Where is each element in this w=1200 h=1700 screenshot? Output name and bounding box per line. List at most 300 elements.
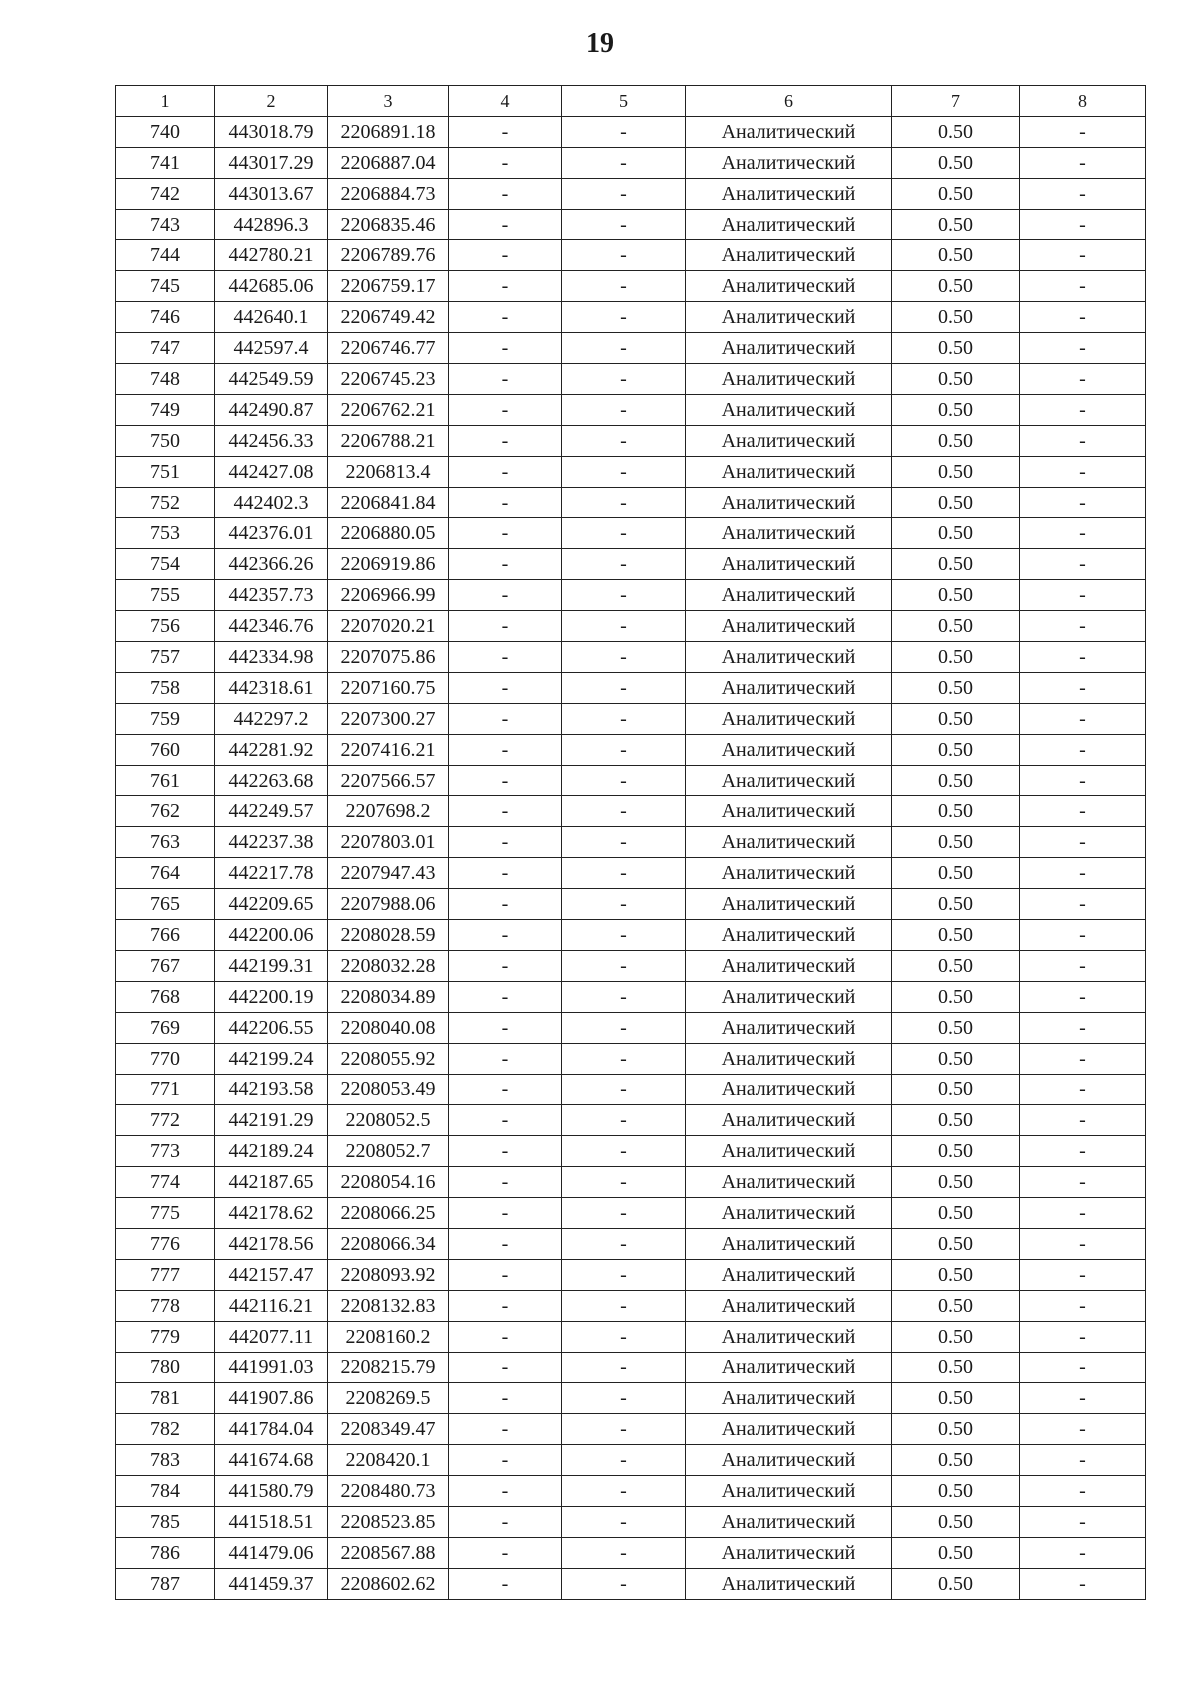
coordinates-table [115, 85, 1146, 1600]
table-cell: 2208132.83 [328, 1290, 449, 1321]
table-cell: 781 [116, 1383, 215, 1414]
table-cell: 784 [116, 1476, 215, 1507]
table-cell: - [1020, 240, 1146, 271]
table-cell: 750 [116, 425, 215, 456]
table-cell: 442549.59 [215, 364, 328, 395]
table-cell: - [562, 920, 686, 951]
table-cell: - [562, 1352, 686, 1383]
table-cell: - [1020, 1537, 1146, 1568]
table-cell: - [449, 394, 562, 425]
table-cell: 0.50 [892, 518, 1020, 549]
table-cell: - [449, 796, 562, 827]
table-cell: Аналитический [686, 1043, 892, 1074]
table-cell: 2206891.18 [328, 116, 449, 147]
table-row [116, 981, 1146, 1012]
table-cell: 0.50 [892, 364, 1020, 395]
table-row [116, 1537, 1146, 1568]
table-cell: - [562, 518, 686, 549]
table-cell: Аналитический [686, 611, 892, 642]
table-cell: - [449, 611, 562, 642]
table-cell: 442209.65 [215, 889, 328, 920]
table-cell: 0.50 [892, 858, 1020, 889]
table-cell: - [562, 1136, 686, 1167]
column-header: 6 [686, 86, 892, 117]
table-row [116, 271, 1146, 302]
table-cell: 0.50 [892, 1568, 1020, 1599]
table-cell: 2206841.84 [328, 487, 449, 518]
table-cell: 2208032.28 [328, 950, 449, 981]
table-row [116, 549, 1146, 580]
table-row [116, 1043, 1146, 1074]
table-cell: 443018.79 [215, 116, 328, 147]
table-cell: 744 [116, 240, 215, 271]
table-cell: - [562, 240, 686, 271]
table-cell: Аналитический [686, 858, 892, 889]
table-cell: - [562, 765, 686, 796]
table-cell: 442189.24 [215, 1136, 328, 1167]
table-cell: - [1020, 1228, 1146, 1259]
table-cell: 775 [116, 1198, 215, 1229]
table-cell: - [562, 1105, 686, 1136]
table-cell: - [562, 1537, 686, 1568]
table-cell: - [562, 889, 686, 920]
table-cell: 2206813.4 [328, 456, 449, 487]
table-cell: 442427.08 [215, 456, 328, 487]
table-cell: - [1020, 116, 1146, 147]
table-cell: - [1020, 1043, 1146, 1074]
table-cell: 2208052.5 [328, 1105, 449, 1136]
table-cell: 0.50 [892, 889, 1020, 920]
table-cell: 0.50 [892, 981, 1020, 1012]
table-cell: - [449, 1414, 562, 1445]
table-cell: - [1020, 1136, 1146, 1167]
table-cell: Аналитический [686, 1012, 892, 1043]
table-cell: 442366.26 [215, 549, 328, 580]
table-cell: 442191.29 [215, 1105, 328, 1136]
table-cell: - [449, 302, 562, 333]
table-cell: 753 [116, 518, 215, 549]
table-cell: - [562, 827, 686, 858]
table-cell: 742 [116, 178, 215, 209]
table-cell: Аналитический [686, 364, 892, 395]
table-cell: 768 [116, 981, 215, 1012]
table-row [116, 1136, 1146, 1167]
table-row [116, 209, 1146, 240]
table-cell: Аналитический [686, 271, 892, 302]
table-cell: 0.50 [892, 1414, 1020, 1445]
table-cell: Аналитический [686, 765, 892, 796]
table-row [116, 1259, 1146, 1290]
table-cell: 0.50 [892, 827, 1020, 858]
table-cell: 770 [116, 1043, 215, 1074]
table-cell: 442199.31 [215, 950, 328, 981]
table-cell: Аналитический [686, 1414, 892, 1445]
table-cell: - [449, 1352, 562, 1383]
table-cell: 0.50 [892, 1167, 1020, 1198]
table-cell: Аналитический [686, 518, 892, 549]
table-cell: Аналитический [686, 147, 892, 178]
table-cell: - [1020, 271, 1146, 302]
table-cell: 2206887.04 [328, 147, 449, 178]
table-cell: 2208034.89 [328, 981, 449, 1012]
table-cell: 2208602.62 [328, 1568, 449, 1599]
table-cell: 442200.19 [215, 981, 328, 1012]
table-cell: 2208420.1 [328, 1445, 449, 1476]
table-cell: 771 [116, 1074, 215, 1105]
table-cell: - [449, 271, 562, 302]
table-cell: - [562, 611, 686, 642]
table-cell: 442685.06 [215, 271, 328, 302]
table-cell: Аналитический [686, 889, 892, 920]
table-cell: - [562, 672, 686, 703]
table-cell: - [449, 1074, 562, 1105]
table-row [116, 765, 1146, 796]
column-header: 8 [1020, 86, 1146, 117]
table-cell: 747 [116, 333, 215, 364]
table-cell: - [562, 1321, 686, 1352]
table-cell: - [1020, 981, 1146, 1012]
table-cell: 745 [116, 271, 215, 302]
table-cell: 2206759.17 [328, 271, 449, 302]
table-cell: - [562, 425, 686, 456]
table-cell: 442640.1 [215, 302, 328, 333]
table-cell: 442193.58 [215, 1074, 328, 1105]
table-cell: - [562, 734, 686, 765]
table-cell: 752 [116, 487, 215, 518]
table-cell: - [449, 1290, 562, 1321]
table-cell: 2208054.16 [328, 1167, 449, 1198]
table-row [116, 611, 1146, 642]
table-cell: 0.50 [892, 487, 1020, 518]
table-cell: - [449, 734, 562, 765]
table-cell: - [1020, 1383, 1146, 1414]
table-cell: Аналитический [686, 1105, 892, 1136]
table-cell: 442346.76 [215, 611, 328, 642]
table-row [116, 1105, 1146, 1136]
table-cell: 0.50 [892, 734, 1020, 765]
table-cell: 0.50 [892, 333, 1020, 364]
table-cell: 0.50 [892, 1043, 1020, 1074]
table-cell: Аналитический [686, 1383, 892, 1414]
table-cell: - [562, 703, 686, 734]
table-cell: Аналитический [686, 672, 892, 703]
table-cell: - [449, 642, 562, 673]
table-cell: - [449, 1476, 562, 1507]
table-row [116, 703, 1146, 734]
table-cell: Аналитический [686, 178, 892, 209]
table-cell: 2208052.7 [328, 1136, 449, 1167]
table-cell: - [449, 580, 562, 611]
table-cell: 442178.56 [215, 1228, 328, 1259]
table-cell: - [1020, 1198, 1146, 1229]
table-cell: 758 [116, 672, 215, 703]
table-cell: - [449, 827, 562, 858]
table-cell: 441459.37 [215, 1568, 328, 1599]
table-header-row [116, 86, 1146, 117]
column-header: 2 [215, 86, 328, 117]
table-cell: 760 [116, 734, 215, 765]
table-cell: 2206762.21 [328, 394, 449, 425]
table-cell: - [1020, 1321, 1146, 1352]
table-cell: - [562, 981, 686, 1012]
table-row [116, 672, 1146, 703]
table-cell: 442402.3 [215, 487, 328, 518]
table-cell: 0.50 [892, 1074, 1020, 1105]
table-cell: 749 [116, 394, 215, 425]
table-cell: - [1020, 642, 1146, 673]
table-cell: 2208567.88 [328, 1537, 449, 1568]
table-cell: 0.50 [892, 147, 1020, 178]
table-cell: Аналитический [686, 1537, 892, 1568]
table-cell: 0.50 [892, 642, 1020, 673]
table-cell: - [1020, 796, 1146, 827]
column-header: 4 [449, 86, 562, 117]
table-cell: 785 [116, 1506, 215, 1537]
table-cell: 0.50 [892, 456, 1020, 487]
table-cell: - [1020, 487, 1146, 518]
table-row [116, 1074, 1146, 1105]
table-cell: 442187.65 [215, 1167, 328, 1198]
table-cell: 2208269.5 [328, 1383, 449, 1414]
table-cell: 2208215.79 [328, 1352, 449, 1383]
table-cell: 442597.4 [215, 333, 328, 364]
table-cell: Аналитический [686, 1321, 892, 1352]
table-cell: 2206884.73 [328, 178, 449, 209]
table-cell: 0.50 [892, 672, 1020, 703]
table-cell: 2207698.2 [328, 796, 449, 827]
table-cell: Аналитический [686, 209, 892, 240]
table-cell: - [1020, 1568, 1146, 1599]
column-header: 7 [892, 86, 1020, 117]
table-cell: 2208066.25 [328, 1198, 449, 1229]
table-cell: - [562, 147, 686, 178]
table-cell: 756 [116, 611, 215, 642]
table-cell: 2207947.43 [328, 858, 449, 889]
table-cell: Аналитический [686, 950, 892, 981]
table-cell: - [1020, 147, 1146, 178]
table-row [116, 734, 1146, 765]
table-cell: 0.50 [892, 1136, 1020, 1167]
table-cell: 2207075.86 [328, 642, 449, 673]
table-cell: 0.50 [892, 116, 1020, 147]
table-cell: 0.50 [892, 703, 1020, 734]
table-cell: 754 [116, 549, 215, 580]
table-row [116, 580, 1146, 611]
table-row [116, 333, 1146, 364]
table-row [116, 1321, 1146, 1352]
table-cell: 0.50 [892, 1259, 1020, 1290]
table-cell: 0.50 [892, 920, 1020, 951]
table-cell: - [562, 1383, 686, 1414]
table-cell: - [449, 487, 562, 518]
table-cell: - [449, 703, 562, 734]
table-cell: - [1020, 302, 1146, 333]
table-cell: 442077.11 [215, 1321, 328, 1352]
table-cell: 751 [116, 456, 215, 487]
column-header: 5 [562, 86, 686, 117]
table-cell: 780 [116, 1352, 215, 1383]
table-cell: 779 [116, 1321, 215, 1352]
table-cell: 762 [116, 796, 215, 827]
table-row [116, 364, 1146, 395]
table-cell: 0.50 [892, 425, 1020, 456]
table-cell: - [1020, 611, 1146, 642]
table-row [116, 116, 1146, 147]
table-cell: Аналитический [686, 1074, 892, 1105]
table-cell: 0.50 [892, 302, 1020, 333]
table-row [116, 1290, 1146, 1321]
table-cell: Аналитический [686, 1136, 892, 1167]
table-cell: - [1020, 1506, 1146, 1537]
column-header: 1 [116, 86, 215, 117]
table-cell: - [1020, 209, 1146, 240]
table-cell: - [1020, 1167, 1146, 1198]
table-cell: 2206746.77 [328, 333, 449, 364]
table-cell: - [562, 178, 686, 209]
table-cell: - [562, 394, 686, 425]
table-cell: Аналитический [686, 827, 892, 858]
table-row [116, 518, 1146, 549]
table-cell: 442334.98 [215, 642, 328, 673]
table-cell: - [449, 858, 562, 889]
table-cell: - [449, 147, 562, 178]
table-cell: - [562, 209, 686, 240]
table-cell: 2208028.59 [328, 920, 449, 951]
table-cell: 2206919.86 [328, 549, 449, 580]
table-cell: 786 [116, 1537, 215, 1568]
table-cell: 2207020.21 [328, 611, 449, 642]
table-cell: 761 [116, 765, 215, 796]
table-cell: - [449, 920, 562, 951]
table-cell: - [449, 456, 562, 487]
table-cell: 442263.68 [215, 765, 328, 796]
table-row [116, 178, 1146, 209]
table-cell: 767 [116, 950, 215, 981]
table-cell: - [562, 1568, 686, 1599]
table-cell: 763 [116, 827, 215, 858]
table-cell: - [1020, 518, 1146, 549]
table-cell: - [562, 1043, 686, 1074]
table-cell: 0.50 [892, 1198, 1020, 1229]
table-cell: 741 [116, 147, 215, 178]
table-row [116, 889, 1146, 920]
table-cell: 442199.24 [215, 1043, 328, 1074]
table-cell: 2208523.85 [328, 1506, 449, 1537]
table-cell: - [449, 765, 562, 796]
table-cell: 783 [116, 1445, 215, 1476]
table-cell: - [449, 1568, 562, 1599]
table-cell: 0.50 [892, 765, 1020, 796]
table-cell: - [562, 549, 686, 580]
table-cell: - [562, 271, 686, 302]
table-cell: Аналитический [686, 425, 892, 456]
table-cell: - [449, 1228, 562, 1259]
table-cell: Аналитический [686, 981, 892, 1012]
table-cell: Аналитический [686, 1198, 892, 1229]
table-cell: 441479.06 [215, 1537, 328, 1568]
table-cell: - [449, 672, 562, 703]
table-cell: 0.50 [892, 950, 1020, 981]
table-cell: 764 [116, 858, 215, 889]
table-cell: 2206788.21 [328, 425, 449, 456]
table-cell: - [449, 364, 562, 395]
table-cell: - [449, 333, 562, 364]
table-cell: 0.50 [892, 1228, 1020, 1259]
table-row [116, 1568, 1146, 1599]
table-cell: 759 [116, 703, 215, 734]
table-cell: 442780.21 [215, 240, 328, 271]
table-cell: 442896.3 [215, 209, 328, 240]
table-cell: - [449, 549, 562, 580]
table-cell: 443013.67 [215, 178, 328, 209]
table-cell: Аналитический [686, 1290, 892, 1321]
table-cell: 774 [116, 1167, 215, 1198]
table-cell: 776 [116, 1228, 215, 1259]
table-cell: Аналитический [686, 116, 892, 147]
table-cell: - [449, 889, 562, 920]
table-cell: 442376.01 [215, 518, 328, 549]
table-row [116, 858, 1146, 889]
table-cell: Аналитический [686, 1167, 892, 1198]
table-cell: - [1020, 1290, 1146, 1321]
table-cell: - [449, 1383, 562, 1414]
table-cell: - [449, 1012, 562, 1043]
table-cell: 2208349.47 [328, 1414, 449, 1445]
table-cell: - [449, 178, 562, 209]
table-cell: 442357.73 [215, 580, 328, 611]
table-row [116, 1012, 1146, 1043]
table-cell: - [449, 1537, 562, 1568]
table-cell: 0.50 [892, 394, 1020, 425]
table-cell: 766 [116, 920, 215, 951]
table-cell: 442116.21 [215, 1290, 328, 1321]
table-row [116, 1506, 1146, 1537]
table-cell: - [562, 456, 686, 487]
table-row [116, 302, 1146, 333]
table-cell: 2207416.21 [328, 734, 449, 765]
table-cell: Аналитический [686, 394, 892, 425]
table-cell: 442297.2 [215, 703, 328, 734]
table-cell: - [1020, 364, 1146, 395]
table-cell: 0.50 [892, 178, 1020, 209]
table-cell: 740 [116, 116, 215, 147]
table-cell: - [1020, 333, 1146, 364]
table-cell: - [449, 1321, 562, 1352]
table-cell: 0.50 [892, 1105, 1020, 1136]
table-cell: - [1020, 765, 1146, 796]
table-cell: - [1020, 1414, 1146, 1445]
table-cell: - [1020, 858, 1146, 889]
table-cell: - [1020, 1445, 1146, 1476]
table-row [116, 147, 1146, 178]
table-cell: 2206835.46 [328, 209, 449, 240]
table-cell: - [562, 364, 686, 395]
table-cell: 2207566.57 [328, 765, 449, 796]
table-cell: 777 [116, 1259, 215, 1290]
table-cell: - [562, 1445, 686, 1476]
table-cell: 0.50 [892, 611, 1020, 642]
table-cell: - [562, 487, 686, 518]
table-cell: - [562, 1074, 686, 1105]
table-cell: Аналитический [686, 1445, 892, 1476]
table-cell: - [449, 1136, 562, 1167]
table-cell: - [562, 642, 686, 673]
table-cell: Аналитический [686, 796, 892, 827]
table-cell: 443017.29 [215, 147, 328, 178]
table-cell: - [562, 1167, 686, 1198]
table-cell: 772 [116, 1105, 215, 1136]
table-cell: - [1020, 1352, 1146, 1383]
